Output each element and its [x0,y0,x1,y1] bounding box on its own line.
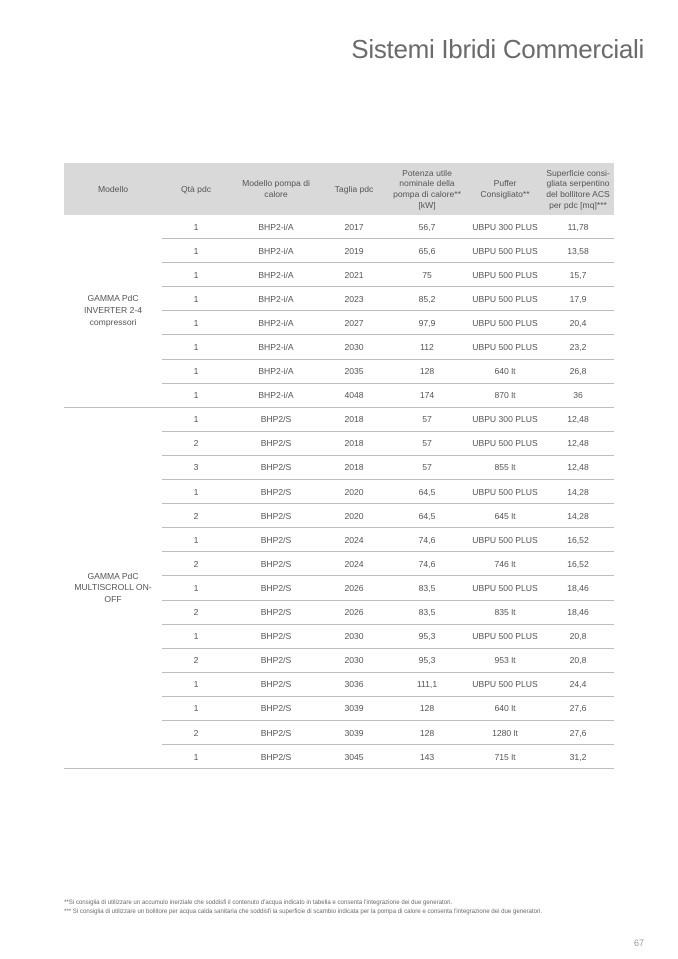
cell-potenza: 83,5 [386,576,468,600]
cell-superficie: 12,48 [542,407,614,431]
cell-potenza: 57 [386,407,468,431]
cell-superficie: 23,2 [542,335,614,359]
cell-potenza: 143 [386,745,468,769]
cell-taglia-pdc: 2020 [322,480,386,504]
cell-modello-pompa: BHP2-i/A [230,263,322,287]
cell-qta-pdc: 1 [162,480,230,504]
table-row [64,215,614,239]
cell-modello-pompa: BHP2/S [230,431,322,455]
cell-modello-pompa: BHP2/S [230,455,322,479]
cell-taglia-pdc: 2019 [322,239,386,263]
cell-potenza: 112 [386,335,468,359]
cell-puffer: UBPU 500 PLUS [468,672,542,696]
cell-modello-pompa: BHP2/S [230,624,322,648]
cell-potenza: 74,6 [386,552,468,576]
page-title: Sistemi Ibridi Commerciali [351,34,644,64]
cell-potenza: 83,5 [386,600,468,624]
cell-potenza: 56,7 [386,215,468,239]
cell-modello-pompa: BHP2-i/A [230,215,322,239]
cell-potenza: 75 [386,263,468,287]
cell-modello-pompa: BHP2-i/A [230,311,322,335]
cell-potenza: 64,5 [386,480,468,504]
footnotes [64,898,654,917]
cell-qta-pdc: 1 [162,311,230,335]
cell-potenza: 174 [386,383,468,407]
cell-superficie: 18,46 [542,600,614,624]
cell-puffer: UBPU 500 PLUS [468,624,542,648]
cell-modello-pompa: BHP2/S [230,504,322,528]
cell-puffer: 746 lt [468,552,542,576]
cell-superficie: 12,48 [542,431,614,455]
cell-potenza: 95,3 [386,624,468,648]
cell-modello-pompa: BHP2/S [230,576,322,600]
cell-taglia-pdc: 2018 [322,431,386,455]
header-potenza-utile: Potenza utile nominale della pompa di calore** [kW] [386,163,468,215]
cell-potenza: 128 [386,359,468,383]
cell-modello-pompa: BHP2-i/A [230,287,322,311]
cell-modello-pompa: BHP2/S [230,696,322,720]
group-label: GAMMA PdC MULTISCROLL ON-OFF [64,407,162,768]
cell-taglia-pdc: 2020 [322,504,386,528]
cell-puffer: 640 lt [468,696,542,720]
cell-puffer: UBPU 500 PLUS [468,263,542,287]
cell-taglia-pdc: 2021 [322,263,386,287]
cell-puffer: 645 lt [468,504,542,528]
cell-qta-pdc: 1 [162,263,230,287]
cell-qta-pdc: 1 [162,576,230,600]
cell-taglia-pdc: 2024 [322,528,386,552]
header-qta-pdc: Qtà pdc [162,163,230,215]
cell-taglia-pdc: 2026 [322,576,386,600]
footnote: *** Si consiglia di utilizzare un bollitore per acqua calda sanitaria che soddisfi la superficie di scambio indicata per la pompa di calore e consenta l'integrazione dei due generatori. [64,908,543,916]
cell-superficie: 17,9 [542,287,614,311]
cell-potenza: 74,6 [386,528,468,552]
cell-qta-pdc: 3 [162,455,230,479]
cell-qta-pdc: 1 [162,215,230,239]
cell-taglia-pdc: 4048 [322,383,386,407]
header-superficie: Superficie consi-gliata serpentino del bollitore ACS per pdc [mq]*** [542,163,614,215]
cell-potenza: 111,1 [386,672,468,696]
cell-puffer: 953 lt [468,648,542,672]
cell-superficie: 15,7 [542,263,614,287]
cell-superficie: 24,4 [542,672,614,696]
cell-superficie: 16,52 [542,552,614,576]
cell-superficie: 14,28 [542,480,614,504]
footnote: **Si consiglia di utilizzare un accumulo inerziale che soddisfi il contenuto d'acqua indicato in tabella e consenta l'integrazione dei due generatori. [64,899,453,906]
cell-modello-pompa: BHP2/S [230,552,322,576]
cell-taglia-pdc: 3045 [322,745,386,769]
cell-puffer: 640 lt [468,359,542,383]
cell-taglia-pdc: 3039 [322,696,386,720]
cell-modello-pompa: BHP2/S [230,600,322,624]
cell-taglia-pdc: 2030 [322,648,386,672]
cell-taglia-pdc: 2030 [322,624,386,648]
cell-superficie: 16,52 [542,528,614,552]
cell-puffer: UBPU 300 PLUS [468,215,542,239]
cell-qta-pdc: 2 [162,504,230,528]
cell-taglia-pdc: 2018 [322,455,386,479]
cell-qta-pdc: 1 [162,528,230,552]
cell-puffer: 715 lt [468,745,542,769]
table-body [64,215,614,769]
cell-puffer: UBPU 500 PLUS [468,239,542,263]
cell-qta-pdc: 2 [162,552,230,576]
cell-qta-pdc: 1 [162,287,230,311]
table-header-row [64,163,614,215]
cell-modello-pompa: BHP2/S [230,745,322,769]
cell-qta-pdc: 2 [162,648,230,672]
group-label: GAMMA PdC INVERTER 2-4 compressori [64,215,162,407]
header-puffer: Puffer Consigliato** [468,163,542,215]
cell-taglia-pdc: 2026 [322,600,386,624]
header-modello-pompa: Modello pompa di calore [230,163,322,215]
cell-qta-pdc: 1 [162,359,230,383]
cell-superficie: 26,8 [542,359,614,383]
cell-qta-pdc: 1 [162,383,230,407]
cell-qta-pdc: 2 [162,600,230,624]
cell-potenza: 97,9 [386,311,468,335]
cell-puffer: UBPU 500 PLUS [468,287,542,311]
cell-qta-pdc: 1 [162,672,230,696]
cell-puffer: 835 lt [468,600,542,624]
cell-modello-pompa: BHP2-i/A [230,239,322,263]
cell-potenza: 64,5 [386,504,468,528]
cell-superficie: 20,8 [542,648,614,672]
cell-taglia-pdc: 2027 [322,311,386,335]
table-row [64,407,614,431]
cell-potenza: 65,6 [386,239,468,263]
cell-potenza: 128 [386,720,468,744]
cell-superficie: 20,8 [542,624,614,648]
cell-superficie: 27,6 [542,696,614,720]
cell-taglia-pdc: 3036 [322,672,386,696]
cell-puffer: 870 lt [468,383,542,407]
cell-superficie: 31,2 [542,745,614,769]
cell-modello-pompa: BHP2-i/A [230,335,322,359]
cell-modello-pompa: BHP2/S [230,672,322,696]
cell-potenza: 57 [386,431,468,455]
header-taglia-pdc: Taglia pdc [322,163,386,215]
cell-puffer: UBPU 500 PLUS [468,576,542,600]
cell-puffer: UBPU 500 PLUS [468,480,542,504]
cell-qta-pdc: 1 [162,624,230,648]
heat-pump-table [64,163,614,769]
cell-qta-pdc: 1 [162,407,230,431]
cell-potenza: 95,3 [386,648,468,672]
cell-modello-pompa: BHP2/S [230,480,322,504]
page-number: 67 [633,938,644,948]
cell-taglia-pdc: 2030 [322,335,386,359]
cell-qta-pdc: 2 [162,720,230,744]
cell-taglia-pdc: 2024 [322,552,386,576]
cell-superficie: 36 [542,383,614,407]
cell-puffer: UBPU 500 PLUS [468,311,542,335]
cell-modello-pompa: BHP2/S [230,648,322,672]
cell-modello-pompa: BHP2-i/A [230,359,322,383]
cell-superficie: 13,58 [542,239,614,263]
cell-qta-pdc: 1 [162,335,230,359]
cell-superficie: 14,28 [542,504,614,528]
cell-puffer: UBPU 300 PLUS [468,407,542,431]
cell-modello-pompa: BHP2/S [230,407,322,431]
cell-superficie: 18,46 [542,576,614,600]
cell-modello-pompa: BHP2-i/A [230,383,322,407]
cell-puffer: 1280 lt [468,720,542,744]
cell-modello-pompa: BHP2/S [230,720,322,744]
cell-puffer: UBPU 500 PLUS [468,431,542,455]
cell-potenza: 57 [386,455,468,479]
cell-potenza: 128 [386,696,468,720]
cell-qta-pdc: 2 [162,431,230,455]
cell-superficie: 11,78 [542,215,614,239]
cell-potenza: 85,2 [386,287,468,311]
cell-puffer: UBPU 500 PLUS [468,528,542,552]
cell-taglia-pdc: 2035 [322,359,386,383]
cell-qta-pdc: 1 [162,696,230,720]
cell-qta-pdc: 1 [162,745,230,769]
cell-taglia-pdc: 2023 [322,287,386,311]
cell-superficie: 27,6 [542,720,614,744]
cell-puffer: UBPU 500 PLUS [468,335,542,359]
cell-puffer: 855 lt [468,455,542,479]
cell-superficie: 12,48 [542,455,614,479]
cell-taglia-pdc: 2018 [322,407,386,431]
cell-superficie: 20,4 [542,311,614,335]
cell-qta-pdc: 1 [162,239,230,263]
cell-modello-pompa: BHP2/S [230,528,322,552]
cell-taglia-pdc: 2017 [322,215,386,239]
cell-taglia-pdc: 3039 [322,720,386,744]
header-modello: Modello [64,163,162,215]
